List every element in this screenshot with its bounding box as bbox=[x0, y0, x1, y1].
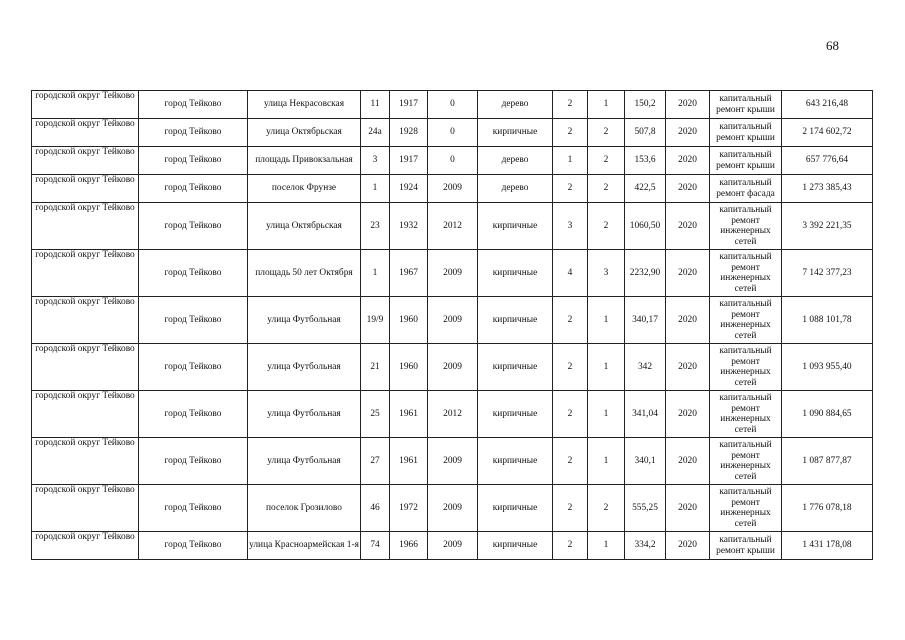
district-cell: городской округ Тейково bbox=[32, 175, 139, 203]
table-row bbox=[32, 147, 873, 175]
house-number-cell: 27 bbox=[361, 438, 390, 485]
district-cell: городской округ Тейково bbox=[32, 344, 139, 391]
city-cell: город Тейково bbox=[139, 203, 248, 250]
cost-cell: 1 090 884,65 bbox=[782, 391, 873, 438]
year-built-cell: 1972 bbox=[390, 485, 428, 532]
street-cell: улица Футбольная bbox=[248, 344, 361, 391]
district-cell: городской округ Тейково bbox=[32, 119, 139, 147]
work-type-cell: капитальный ремонт фасада bbox=[710, 175, 782, 203]
wall-material-cell: кирпичные bbox=[478, 203, 553, 250]
street-cell: площадь Привокзальная bbox=[248, 147, 361, 175]
floors-cell: 2 bbox=[553, 532, 588, 560]
table-row bbox=[32, 438, 873, 485]
district-cell: городской округ Тейково bbox=[32, 91, 139, 119]
year-built-cell: 1961 bbox=[390, 391, 428, 438]
house-number-cell: 74 bbox=[361, 532, 390, 560]
city-cell: город Тейково bbox=[139, 344, 248, 391]
street-cell: улица Красноармейская 1-я bbox=[248, 532, 361, 560]
wall-material-cell: кирпичные bbox=[478, 532, 553, 560]
entrances-cell: 2 bbox=[588, 175, 625, 203]
area-cell: 340,17 bbox=[625, 297, 666, 344]
entrances-cell: 2 bbox=[588, 485, 625, 532]
floors-cell: 2 bbox=[553, 438, 588, 485]
cost-cell: 3 392 221,35 bbox=[782, 203, 873, 250]
house-number-cell: 1 bbox=[361, 175, 390, 203]
year-built-cell: 1917 bbox=[390, 147, 428, 175]
floors-cell: 2 bbox=[553, 297, 588, 344]
last-repair-year-cell: 0 bbox=[428, 91, 478, 119]
table-row bbox=[32, 119, 873, 147]
district-cell: городской округ Тейково bbox=[32, 203, 139, 250]
work-type-cell: капитальный ремонт инженерных сетей bbox=[710, 203, 782, 250]
district-cell: городской округ Тейково bbox=[32, 532, 139, 560]
plan-year-cell: 2020 bbox=[666, 119, 710, 147]
work-type-cell: капитальный ремонт инженерных сетей bbox=[710, 391, 782, 438]
area-cell: 153,6 bbox=[625, 147, 666, 175]
wall-material-cell: дерево bbox=[478, 147, 553, 175]
street-cell: поселок Фрунзе bbox=[248, 175, 361, 203]
work-type-cell: капитальный ремонт крыши bbox=[710, 532, 782, 560]
house-number-cell: 21 bbox=[361, 344, 390, 391]
year-built-cell: 1966 bbox=[390, 532, 428, 560]
last-repair-year-cell: 2009 bbox=[428, 344, 478, 391]
entrances-cell: 1 bbox=[588, 297, 625, 344]
entrances-cell: 1 bbox=[588, 391, 625, 438]
year-built-cell: 1932 bbox=[390, 203, 428, 250]
city-cell: город Тейково bbox=[139, 297, 248, 344]
last-repair-year-cell: 2009 bbox=[428, 250, 478, 297]
city-cell: город Тейково bbox=[139, 485, 248, 532]
plan-year-cell: 2020 bbox=[666, 297, 710, 344]
table-row bbox=[32, 203, 873, 250]
work-type-cell: капитальный ремонт инженерных сетей bbox=[710, 297, 782, 344]
wall-material-cell: кирпичные bbox=[478, 119, 553, 147]
city-cell: город Тейково bbox=[139, 532, 248, 560]
floors-cell: 4 bbox=[553, 250, 588, 297]
city-cell: город Тейково bbox=[139, 438, 248, 485]
street-cell: улица Некрасовская bbox=[248, 91, 361, 119]
city-cell: город Тейково bbox=[139, 119, 248, 147]
work-type-cell: капитальный ремонт крыши bbox=[710, 147, 782, 175]
street-cell: улица Октябрьская bbox=[248, 203, 361, 250]
plan-year-cell: 2020 bbox=[666, 485, 710, 532]
table-row bbox=[32, 91, 873, 119]
area-cell: 422,5 bbox=[625, 175, 666, 203]
street-cell: улица Футбольная bbox=[248, 438, 361, 485]
work-type-cell: капитальный ремонт крыши bbox=[710, 119, 782, 147]
table-row bbox=[32, 250, 873, 297]
area-cell: 150,2 bbox=[625, 91, 666, 119]
cost-cell: 1 088 101,78 bbox=[782, 297, 873, 344]
last-repair-year-cell: 2012 bbox=[428, 203, 478, 250]
entrances-cell: 1 bbox=[588, 344, 625, 391]
district-cell: городской округ Тейково bbox=[32, 147, 139, 175]
table-row bbox=[32, 297, 873, 344]
entrances-cell: 2 bbox=[588, 119, 625, 147]
city-cell: город Тейково bbox=[139, 250, 248, 297]
district-cell: городской округ Тейково bbox=[32, 391, 139, 438]
cost-cell: 1 431 178,08 bbox=[782, 532, 873, 560]
last-repair-year-cell: 2009 bbox=[428, 485, 478, 532]
area-cell: 2232,90 bbox=[625, 250, 666, 297]
table-row bbox=[32, 344, 873, 391]
area-cell: 555,25 bbox=[625, 485, 666, 532]
plan-year-cell: 2020 bbox=[666, 147, 710, 175]
entrances-cell: 1 bbox=[588, 91, 625, 119]
area-cell: 341,04 bbox=[625, 391, 666, 438]
table-row bbox=[32, 485, 873, 532]
street-cell: улица Футбольная bbox=[248, 297, 361, 344]
plan-year-cell: 2020 bbox=[666, 391, 710, 438]
city-cell: город Тейково bbox=[139, 175, 248, 203]
cost-cell: 1 093 955,40 bbox=[782, 344, 873, 391]
city-cell: город Тейково bbox=[139, 147, 248, 175]
street-cell: площадь 50 лет Октября bbox=[248, 250, 361, 297]
wall-material-cell: кирпичные bbox=[478, 297, 553, 344]
entrances-cell: 2 bbox=[588, 203, 625, 250]
district-cell: городской округ Тейково bbox=[32, 438, 139, 485]
area-cell: 334,2 bbox=[625, 532, 666, 560]
area-cell: 507,8 bbox=[625, 119, 666, 147]
work-type-cell: капитальный ремонт инженерных сетей bbox=[710, 485, 782, 532]
year-built-cell: 1924 bbox=[390, 175, 428, 203]
year-built-cell: 1928 bbox=[390, 119, 428, 147]
last-repair-year-cell: 0 bbox=[428, 119, 478, 147]
plan-year-cell: 2020 bbox=[666, 438, 710, 485]
city-cell: город Тейково bbox=[139, 91, 248, 119]
last-repair-year-cell: 2009 bbox=[428, 297, 478, 344]
wall-material-cell: дерево bbox=[478, 91, 553, 119]
table-row bbox=[32, 532, 873, 560]
table-row bbox=[32, 175, 873, 203]
floors-cell: 2 bbox=[553, 485, 588, 532]
floors-cell: 2 bbox=[553, 119, 588, 147]
floors-cell: 3 bbox=[553, 203, 588, 250]
work-type-cell: капитальный ремонт крыши bbox=[710, 91, 782, 119]
table-body bbox=[32, 91, 873, 560]
year-built-cell: 1961 bbox=[390, 438, 428, 485]
wall-material-cell: кирпичные bbox=[478, 438, 553, 485]
cost-cell: 7 142 377,23 bbox=[782, 250, 873, 297]
last-repair-year-cell: 0 bbox=[428, 147, 478, 175]
floors-cell: 2 bbox=[553, 391, 588, 438]
floors-cell: 2 bbox=[553, 175, 588, 203]
city-cell: город Тейково bbox=[139, 391, 248, 438]
plan-year-cell: 2020 bbox=[666, 175, 710, 203]
cost-cell: 1 776 078,18 bbox=[782, 485, 873, 532]
cost-cell: 643 216,48 bbox=[782, 91, 873, 119]
entrances-cell: 1 bbox=[588, 532, 625, 560]
last-repair-year-cell: 2009 bbox=[428, 175, 478, 203]
plan-year-cell: 2020 bbox=[666, 203, 710, 250]
year-built-cell: 1960 bbox=[390, 344, 428, 391]
district-cell: городской округ Тейково bbox=[32, 297, 139, 344]
wall-material-cell: кирпичные bbox=[478, 250, 553, 297]
last-repair-year-cell: 2009 bbox=[428, 438, 478, 485]
street-cell: улица Октябрьская bbox=[248, 119, 361, 147]
house-number-cell: 23 bbox=[361, 203, 390, 250]
plan-year-cell: 2020 bbox=[666, 250, 710, 297]
entrances-cell: 3 bbox=[588, 250, 625, 297]
repair-registry-table bbox=[31, 90, 873, 560]
floors-cell: 1 bbox=[553, 147, 588, 175]
street-cell: поселок Грозилово bbox=[248, 485, 361, 532]
house-number-cell: 11 bbox=[361, 91, 390, 119]
last-repair-year-cell: 2009 bbox=[428, 532, 478, 560]
house-number-cell: 24а bbox=[361, 119, 390, 147]
work-type-cell: капитальный ремонт инженерных сетей bbox=[710, 438, 782, 485]
district-cell: городской округ Тейково bbox=[32, 485, 139, 532]
wall-material-cell: кирпичные bbox=[478, 391, 553, 438]
plan-year-cell: 2020 bbox=[666, 91, 710, 119]
entrances-cell: 1 bbox=[588, 438, 625, 485]
cost-cell: 1 273 385,43 bbox=[782, 175, 873, 203]
district-cell: городской округ Тейково bbox=[32, 250, 139, 297]
year-built-cell: 1917 bbox=[390, 91, 428, 119]
cost-cell: 657 776,64 bbox=[782, 147, 873, 175]
work-type-cell: капитальный ремонт инженерных сетей bbox=[710, 344, 782, 391]
house-number-cell: 46 bbox=[361, 485, 390, 532]
work-type-cell: капитальный ремонт инженерных сетей bbox=[710, 250, 782, 297]
plan-year-cell: 2020 bbox=[666, 532, 710, 560]
year-built-cell: 1960 bbox=[390, 297, 428, 344]
area-cell: 340,1 bbox=[625, 438, 666, 485]
table-row bbox=[32, 391, 873, 438]
area-cell: 1060,50 bbox=[625, 203, 666, 250]
street-cell: улица Футбольная bbox=[248, 391, 361, 438]
wall-material-cell: кирпичные bbox=[478, 485, 553, 532]
area-cell: 342 bbox=[625, 344, 666, 391]
house-number-cell: 3 bbox=[361, 147, 390, 175]
last-repair-year-cell: 2012 bbox=[428, 391, 478, 438]
floors-cell: 2 bbox=[553, 91, 588, 119]
plan-year-cell: 2020 bbox=[666, 344, 710, 391]
house-number-cell: 25 bbox=[361, 391, 390, 438]
year-built-cell: 1967 bbox=[390, 250, 428, 297]
floors-cell: 2 bbox=[553, 344, 588, 391]
cost-cell: 2 174 602,72 bbox=[782, 119, 873, 147]
cost-cell: 1 087 877,87 bbox=[782, 438, 873, 485]
wall-material-cell: кирпичные bbox=[478, 344, 553, 391]
house-number-cell: 1 bbox=[361, 250, 390, 297]
house-number-cell: 19/9 bbox=[361, 297, 390, 344]
entrances-cell: 2 bbox=[588, 147, 625, 175]
wall-material-cell: дерево bbox=[478, 175, 553, 203]
page-number: 68 bbox=[826, 38, 839, 53]
